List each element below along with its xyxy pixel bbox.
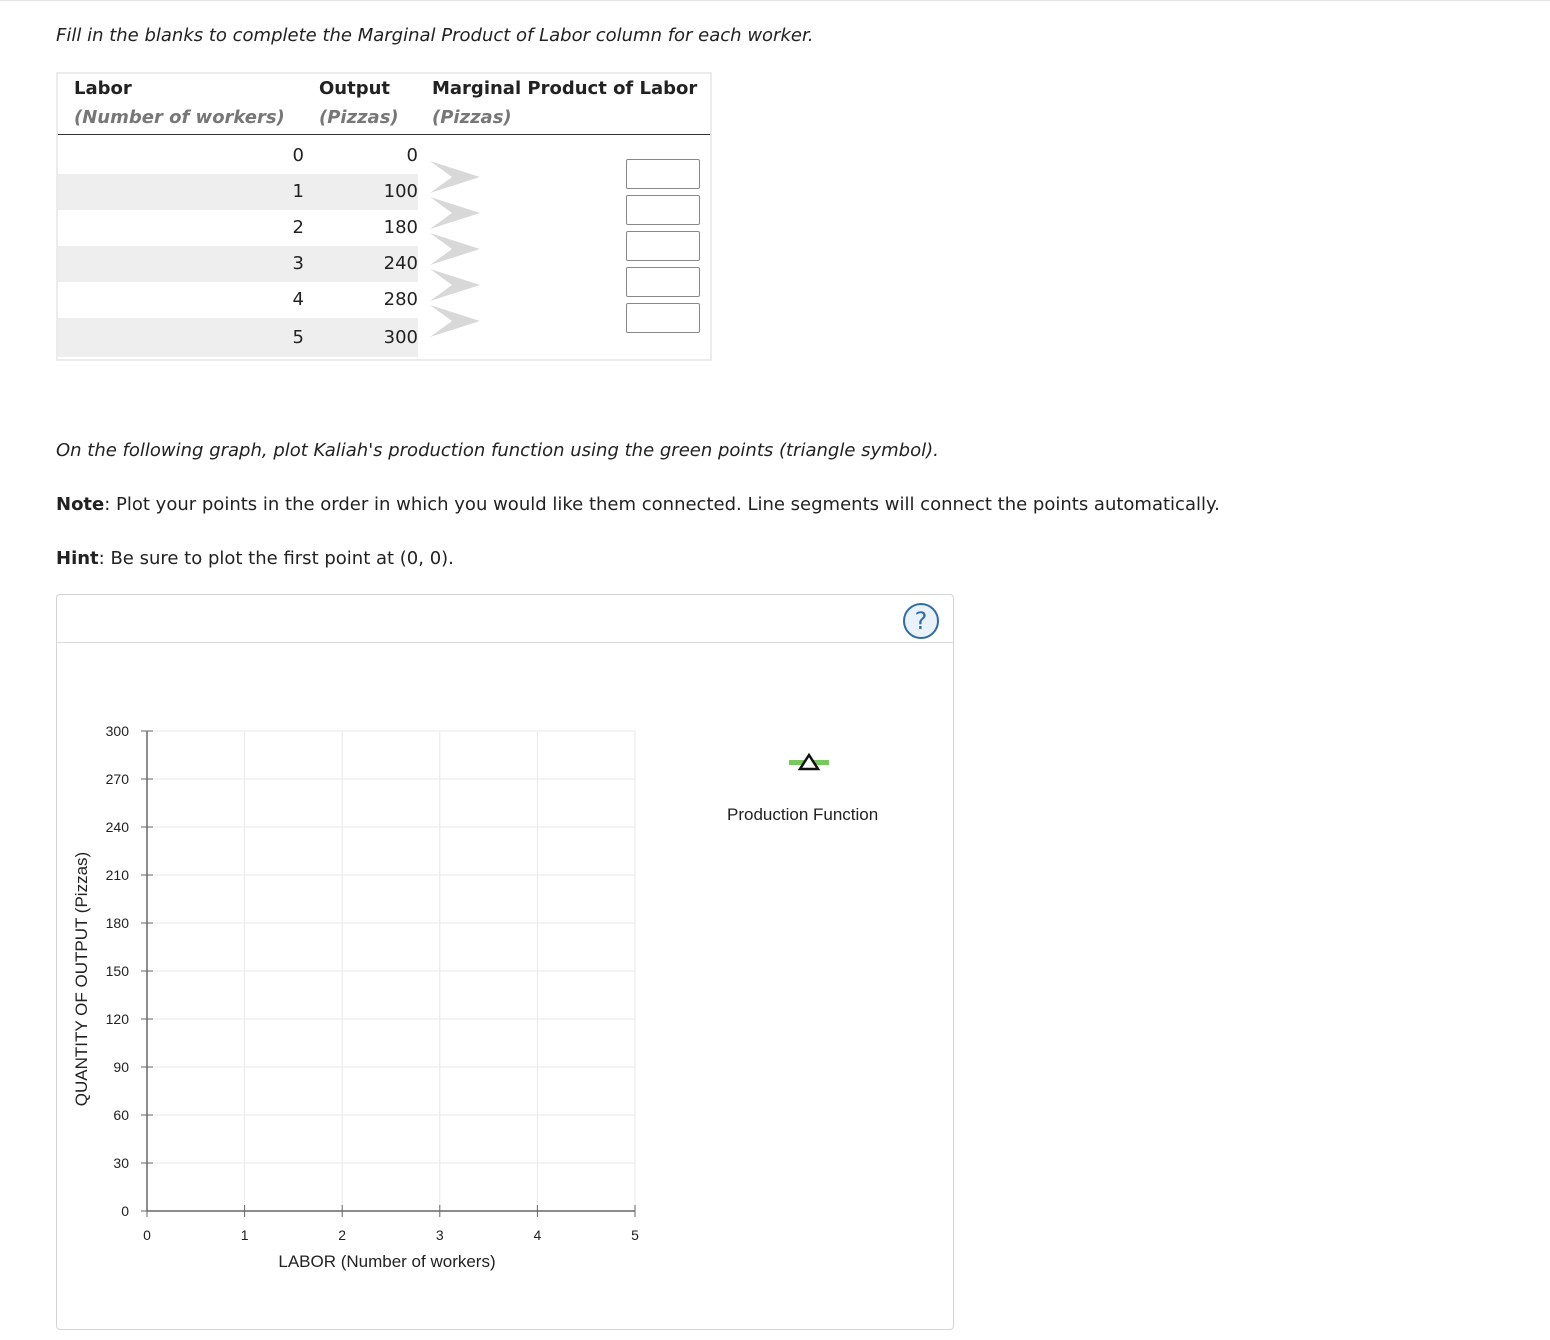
output-cell: 240 <box>383 253 418 274</box>
production-function-chart[interactable] <box>57 643 953 1328</box>
chevron-right-icon <box>430 159 482 195</box>
x-tick-label: 2 <box>338 1227 347 1243</box>
y-tick-label: 180 <box>105 915 129 931</box>
labor-cell: 1 <box>292 181 304 202</box>
mpl-subheader: (Pizzas) <box>432 107 512 128</box>
output-cell: 0 <box>406 145 418 166</box>
x-axis-title: LABOR (Number of workers) <box>278 1252 496 1271</box>
hint-body: : Be sure to plot the first point at (0, 0). <box>98 548 454 569</box>
x-tick-label: 0 <box>143 1227 151 1243</box>
legend-label: Production Function <box>727 805 879 824</box>
plot-instruction: On the following graph, plot Kaliah's production function using the green points (triangle symbol). <box>56 440 939 461</box>
graph-panel <box>56 594 954 1330</box>
output-subheader: (Pizzas) <box>319 107 399 128</box>
mpl-input-worker-3[interactable] <box>626 231 700 261</box>
labor-cell: 0 <box>292 145 304 166</box>
labor-subheader: (Number of workers) <box>74 107 285 128</box>
chevron-right-icon <box>430 195 482 231</box>
fill-blanks-instruction: Fill in the blanks to complete the Marginal Product of Labor column for each worker. <box>56 25 814 46</box>
labor-cell: 3 <box>292 253 304 274</box>
header-rule <box>58 134 710 135</box>
output-cell: 280 <box>383 289 418 310</box>
triangle-legend-icon[interactable] <box>787 751 831 775</box>
x-tick-label: 1 <box>240 1227 249 1243</box>
y-tick-label: 300 <box>105 723 129 739</box>
mpl-input-worker-5[interactable] <box>626 303 700 333</box>
table-row <box>58 282 418 318</box>
y-tick-label: 120 <box>105 1011 129 1027</box>
y-axis-title: QUANTITY OF OUTPUT (Pizzas) <box>72 851 91 1107</box>
table-row <box>58 138 418 174</box>
y-tick-label: 150 <box>105 963 129 979</box>
output-cell: 180 <box>383 217 418 238</box>
y-tick-label: 60 <box>113 1107 129 1123</box>
hint-label: Hint <box>56 548 99 569</box>
mpl-input-worker-2[interactable] <box>626 195 700 225</box>
mpl-input-worker-1[interactable] <box>626 159 700 189</box>
chevron-right-icon <box>430 231 482 267</box>
y-tick-label: 240 <box>105 819 129 835</box>
output-cell: 100 <box>383 181 418 202</box>
note-label: Note <box>56 494 105 515</box>
y-tick-label: 30 <box>113 1155 129 1171</box>
table-row <box>58 210 418 246</box>
chevron-right-icon <box>430 303 482 339</box>
table-row <box>58 318 418 357</box>
note-body: : Plot your points in the order in which you would like them connected. Line segments will connect the points automatically. <box>104 494 1220 515</box>
y-tick-label: 0 <box>121 1203 129 1219</box>
y-tick-label: 210 <box>105 867 129 883</box>
table-row <box>58 246 418 282</box>
labor-cell: 2 <box>292 217 304 238</box>
question-circle-icon[interactable]: ? <box>903 603 939 639</box>
output-cell: 300 <box>383 327 418 348</box>
x-tick-label: 5 <box>631 1227 639 1243</box>
x-tick-label: 4 <box>533 1227 542 1243</box>
note-text <box>56 494 1220 515</box>
labor-header: Labor <box>74 78 132 99</box>
mpl-header: Marginal Product of Labor <box>432 78 698 99</box>
output-header: Output <box>319 78 391 99</box>
top-divider <box>0 0 1550 1</box>
labor-cell: 5 <box>292 327 304 348</box>
graph-panel-header <box>57 595 953 643</box>
mpl-input-worker-4[interactable] <box>626 267 700 297</box>
hint-text <box>56 548 454 569</box>
table-row <box>58 174 418 210</box>
chevron-right-icon <box>430 267 482 303</box>
mpl-table <box>56 72 712 361</box>
y-tick-label: 90 <box>113 1059 129 1075</box>
y-tick-label: 270 <box>105 771 129 787</box>
x-tick-label: 3 <box>435 1227 444 1243</box>
labor-cell: 4 <box>292 289 304 310</box>
